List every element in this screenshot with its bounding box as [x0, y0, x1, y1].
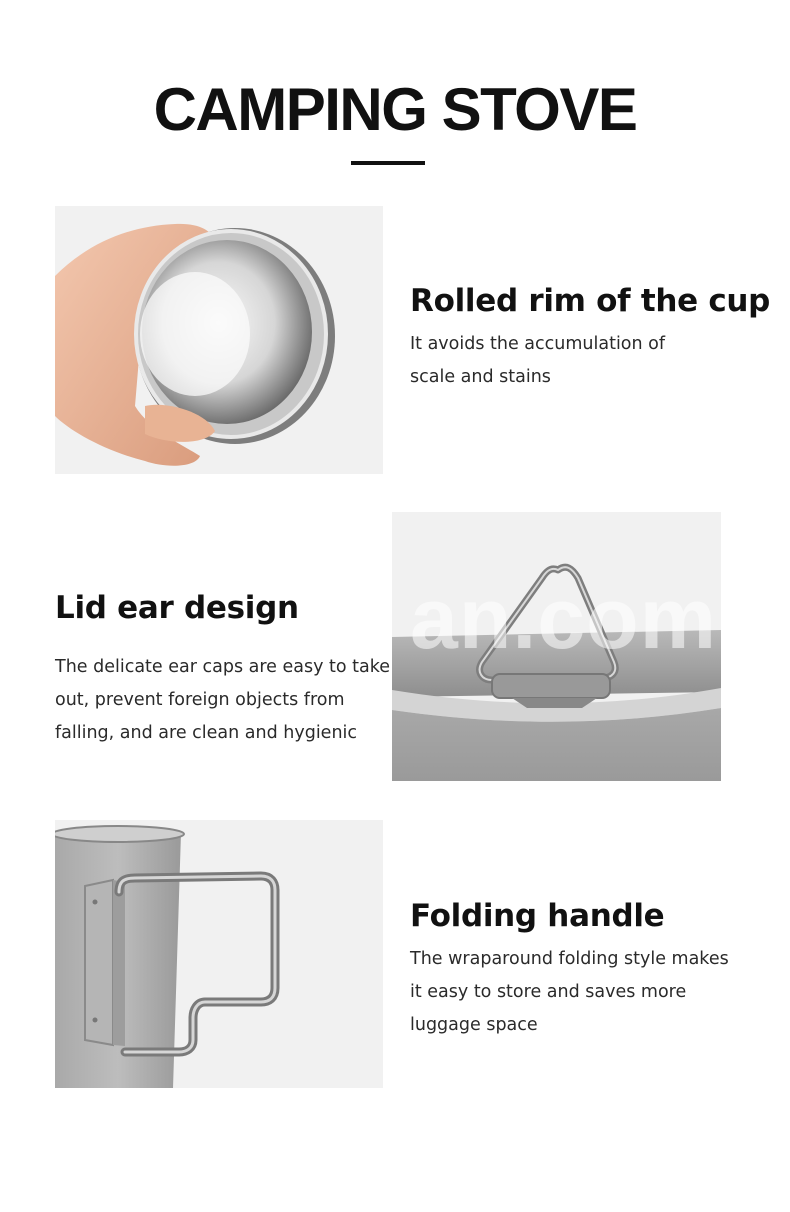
watermark-text: an.com	[410, 571, 718, 667]
feature-heading-rolled-rim: Rolled rim of the cup	[410, 283, 771, 319]
feature-heading-folding-handle: Folding handle	[410, 898, 665, 934]
lid-ear-photo	[392, 512, 721, 781]
title-underline	[351, 161, 425, 165]
rolled-rim-photo	[55, 206, 383, 474]
feature-body-rolled-rim	[410, 328, 665, 394]
folding-handle-cup-photo	[55, 820, 383, 1088]
feature-body-line: It avoids the accumulation of	[410, 334, 666, 354]
feature-body-line: The wraparound folding style makes	[410, 949, 729, 969]
feature-body-line: The delicate ear caps are easy to take	[55, 657, 391, 677]
feature-body-line: it easy to store and saves more	[410, 982, 687, 1002]
feature-body-folding-handle	[410, 943, 729, 1042]
hand-holding-cup-rim-photo	[55, 206, 383, 474]
page-title: CAMPING STOVE	[153, 76, 637, 143]
feature-body-line: out, prevent foreign objects from	[55, 690, 345, 710]
feature-body-line: falling, and are clean and hygienic	[55, 723, 358, 743]
folding-handle-photo	[55, 820, 383, 1088]
feature-body-line: scale and stains	[410, 367, 551, 387]
feature-heading-lid-ear: Lid ear design	[55, 590, 299, 626]
triangle-lid-handle-photo	[392, 512, 721, 781]
feature-body-lid-ear	[55, 651, 390, 750]
feature-body-line: luggage space	[410, 1015, 538, 1035]
